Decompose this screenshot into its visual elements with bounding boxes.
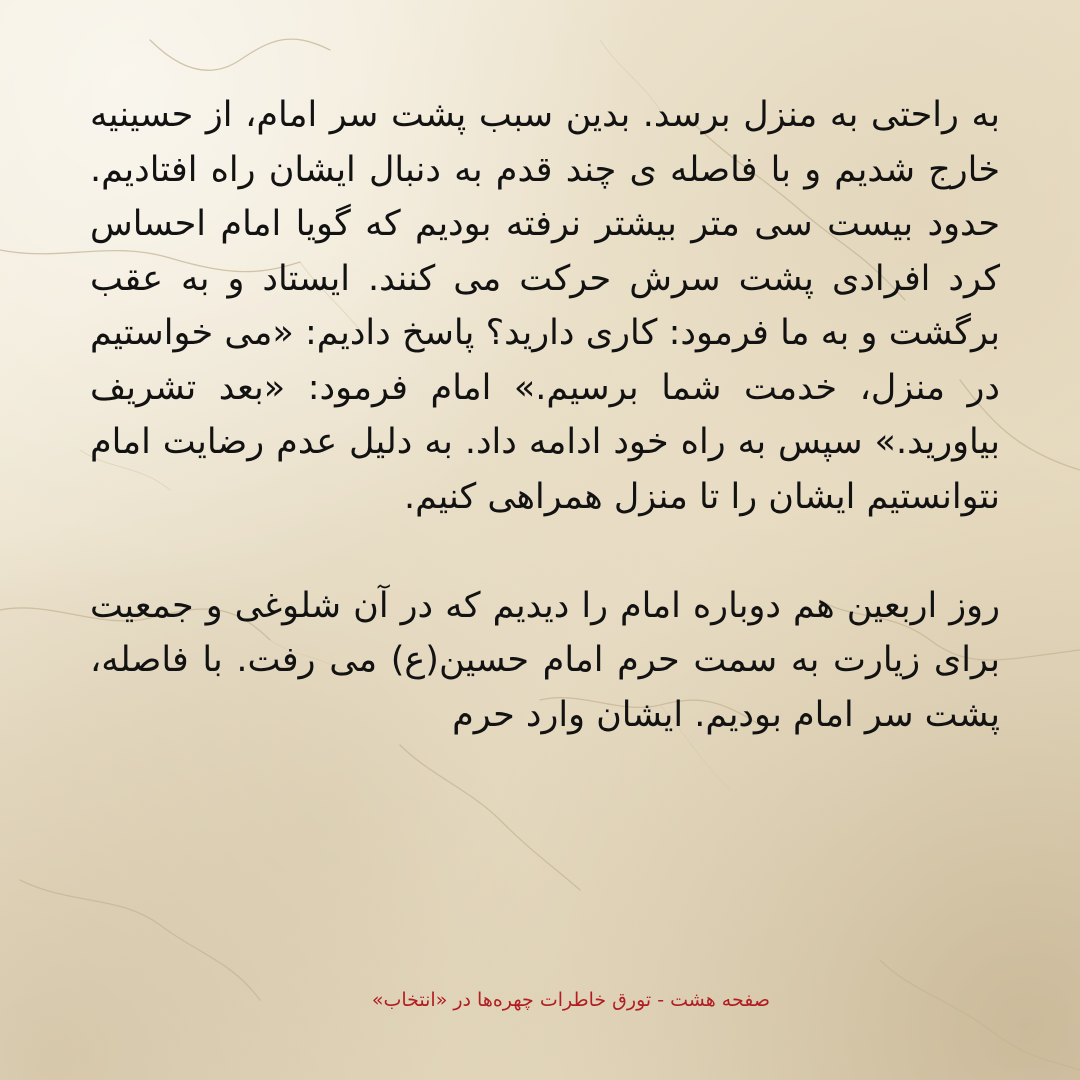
memoir-text [90,88,1000,742]
text-line: رفت. با فاصله، پشت سر امام بودیم. ایشان وارد حرم [90,640,1000,735]
text-line: بدین سبب پشت سر امام، از حسینیه خارج شدیم و [90,95,1000,190]
text-line: راه خود ادامه داد. به دلیل عدم رضایت امام نتوانستیم [90,422,1000,517]
text-line: روز اربعین هم دوباره امام را دیدیم که در آن شلوغی و [205,585,1000,626]
text-line: ایشان را تا منزل همراهی کنیم. [404,476,856,517]
paragraph-gap [90,524,1000,579]
text-line: برسیم.» امام فرمود: «بعد تشریف بیاورید.» سپس به [90,367,1000,462]
paragraph-2 [90,579,1000,743]
text-line: به راحتی به منزل برسد. [642,95,1000,135]
text-line: با فاصله ی چند قدم به دنبال ایشان راه افتادیم. حدود [90,149,1000,244]
text-line: جمعیت برای زیارت به سمت حرم امام حسین(ع) می [90,585,1000,680]
text-line: احساس کرد افرادی پشت سرش حرکت می کنند. [90,204,1000,299]
text-line: ایستاد و به عقب برگشت و به ما فرمود: کاری دارید؟ [90,258,1000,353]
text-line: بیست سی متر بیشتر نرفته بودیم که گویا امام [220,204,914,244]
page-caption: صفحه هشت - تورق خاطرات چهره‌ها در «انتخاب» [371,989,770,1011]
text-line: پاسخ دادیم: «می خواستیم در منزل، خدمت شما [90,313,1000,408]
paragraph-1 [90,88,1000,524]
